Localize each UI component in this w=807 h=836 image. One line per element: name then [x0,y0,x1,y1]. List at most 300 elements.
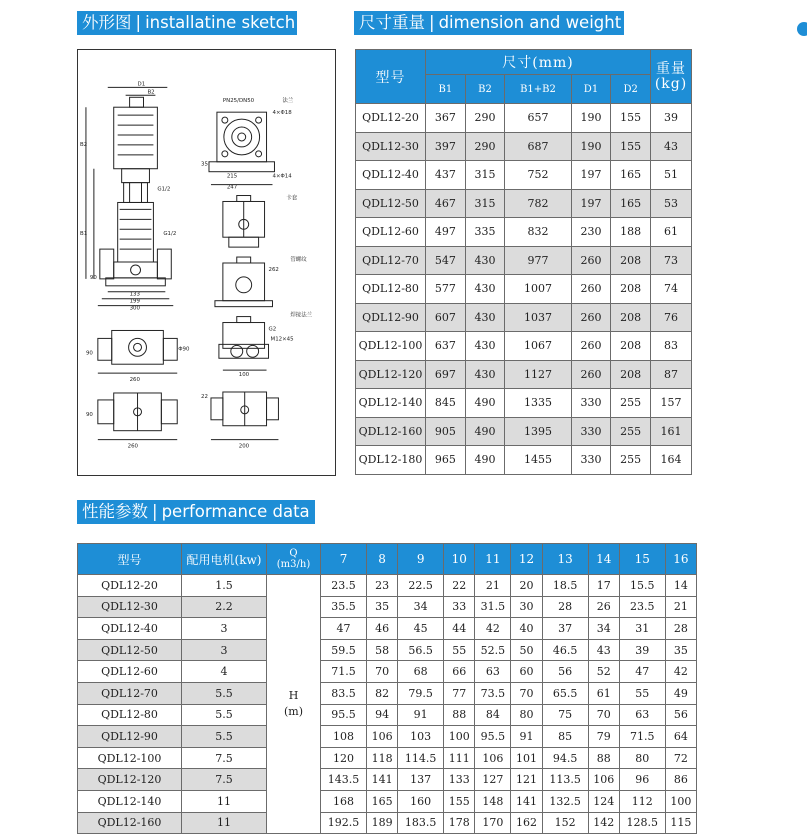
perf-head-value-cell: 50 [511,639,542,661]
dim-value-cell: 1395 [505,417,571,446]
sketch-label: G1/2 [157,186,171,193]
perf-head-value-cell: 30 [511,596,542,618]
perf-head-value-cell: 114.5 [398,747,444,769]
dim-table-row [356,246,692,275]
dim-value-cell: 255 [611,417,651,446]
dim-value-cell: 87 [651,360,692,389]
sketch-header-cn: 外形图 [82,13,132,32]
perf-head-value-cell: 49 [665,682,696,704]
dim-model-cell: QDL12-120 [356,360,426,389]
dimension-header-cn: 尺寸重量 [359,13,425,32]
perf-head-value-cell: 189 [367,812,398,834]
dim-value-cell: 687 [505,132,571,161]
perf-head-value-cell: 55 [444,639,475,661]
perf-head-value-cell: 43 [588,639,619,661]
dim-weight-header: 重量 (kg) [651,50,692,104]
perf-head-value-cell: 42 [665,661,696,683]
dim-value-cell: 315 [465,189,505,218]
perf-head-value-cell: 35 [367,596,398,618]
dim-value-cell: 315 [465,161,505,190]
dimension-header-en: dimension and weight [438,13,622,32]
perf-head-value-cell: 121 [511,769,542,791]
perf-head-value-cell: 115 [665,812,696,834]
dim-value-cell: 260 [571,332,611,361]
perf-flow-header: 15 [619,544,665,575]
dim-value-cell: 367 [426,104,466,133]
perf-head-value-cell: 47 [321,618,367,640]
dim-model-cell: QDL12-60 [356,218,426,247]
perf-table-row [78,704,697,726]
perf-model-cell: QDL12-140 [78,790,182,812]
dim-value-cell: 1037 [505,303,571,332]
dim-value-cell: 430 [465,275,505,304]
sketch-label: 247 [226,184,238,191]
perf-head-value-cell: 65.5 [542,682,588,704]
perf-head-value-cell: 44 [444,618,475,640]
perf-head-value-cell: 106 [588,769,619,791]
dim-value-cell: 208 [611,303,651,332]
dim-value-cell: 197 [571,189,611,218]
perf-head-value-cell: 22 [444,575,475,597]
dim-value-cell: 190 [571,132,611,161]
dim-value-cell: 1335 [505,389,571,418]
dim-value-cell: 83 [651,332,692,361]
dim-value-cell: 165 [611,161,651,190]
performance-table [77,543,697,834]
dim-value-cell: 637 [426,332,466,361]
perf-head-value-cell: 23 [367,575,398,597]
dim-table-row [356,389,692,418]
sketch-label: B2 [147,89,155,96]
perf-head-value-cell: 91 [398,704,444,726]
dim-value-cell: 1067 [505,332,571,361]
perf-head-value-cell: 141 [511,790,542,812]
perf-motor-cell: 7.5 [182,747,267,769]
perf-head-value-cell: 52 [588,661,619,683]
dimension-table [355,49,692,475]
perf-head-value-cell: 152 [542,812,588,834]
perf-model-cell: QDL12-80 [78,704,182,726]
perf-table-row [78,747,697,769]
perf-head-value-cell: 21 [475,575,511,597]
perf-head-value-cell: 94 [367,704,398,726]
dim-value-cell: 164 [651,446,692,475]
dim-value-cell: 467 [426,189,466,218]
sketch-label: 100 [238,372,250,379]
perf-head-value-cell: 75 [542,704,588,726]
perf-table-row [78,769,697,791]
sketch-label: 199 [129,298,140,305]
dim-value-cell: 1455 [505,446,571,475]
perf-head-value-cell: 94.5 [542,747,588,769]
side-tab-icon[interactable] [797,22,807,36]
perf-head-value-cell: 42 [475,618,511,640]
dim-value-cell: 188 [611,218,651,247]
dim-value-cell: 190 [571,104,611,133]
perf-head-value-cell: 137 [398,769,444,791]
dim-subheader-0: B1 [426,75,466,104]
dim-value-cell: 330 [571,389,611,418]
perf-head-value-cell: 55 [619,682,665,704]
perf-head-value-cell: 170 [475,812,511,834]
perf-head-value-cell: 63 [619,704,665,726]
perf-head-value-cell: 72 [665,747,696,769]
perf-table-row [78,661,697,683]
dim-table-row [356,275,692,304]
dim-value-cell: 197 [571,161,611,190]
perf-head-value-cell: 70 [588,704,619,726]
perf-head-value-cell: 142 [588,812,619,834]
sketch-label: PN25/DN50 [222,98,255,105]
perf-head-value-cell: 100 [444,726,475,748]
perf-head-value-cell: 128.5 [619,812,665,834]
dim-table-row [356,161,692,190]
perf-head-value-cell: 40 [511,618,542,640]
dim-subheader-3: D1 [571,75,611,104]
sketch-label: 22 [201,393,208,400]
perf-flow-header: 9 [398,544,444,575]
sketch-label: 法兰 [282,98,294,105]
sketch-label: 260 [129,377,140,384]
perf-q-header: Q (m3/h) [267,544,321,575]
perf-head-value-cell: 80 [511,704,542,726]
perf-flow-header: 13 [542,544,588,575]
dim-value-cell: 905 [426,417,466,446]
dim-subheader-1: B2 [465,75,505,104]
perf-head-value-cell: 77 [444,682,475,704]
perf-head-value-cell: 22.5 [398,575,444,597]
perf-head-value-cell: 31.5 [475,596,511,618]
dim-value-cell: 260 [571,303,611,332]
perf-head-value-cell: 61 [588,682,619,704]
dim-model-cell: QDL12-100 [356,332,426,361]
perf-head-value-cell: 34 [588,618,619,640]
perf-flow-header: 14 [588,544,619,575]
perf-table-row [78,726,697,748]
dim-value-cell: 73 [651,246,692,275]
perf-model-cell: QDL12-70 [78,682,182,704]
perf-head-value-cell: 47 [619,661,665,683]
perf-head-value-cell: 68 [398,661,444,683]
dim-table-row [356,218,692,247]
dim-value-cell: 430 [465,303,505,332]
perf-head-value-cell: 160 [398,790,444,812]
sketch-label: 90 [89,274,97,281]
perf-model-cell: QDL12-90 [78,726,182,748]
sketch-label: 90 [85,411,93,418]
perf-head-value-cell: 112 [619,790,665,812]
dim-value-cell: 230 [571,218,611,247]
perf-head-value-cell: 64 [665,726,696,748]
dim-value-cell: 208 [611,360,651,389]
performance-header-en: performance data [161,502,310,521]
dim-value-cell: 965 [426,446,466,475]
sketch-label: 260 [127,443,139,450]
perf-head-value-cell: 21 [665,596,696,618]
perf-head-value-cell: 141 [367,769,398,791]
dim-table-row [356,303,692,332]
perf-head-value-cell: 95.5 [475,726,511,748]
dim-value-cell: 260 [571,360,611,389]
dim-value-cell: 330 [571,417,611,446]
dim-value-cell: 782 [505,189,571,218]
dim-model-cell: QDL12-80 [356,275,426,304]
sketch-label: Φ90 [178,346,190,353]
dim-value-cell: 1007 [505,275,571,304]
perf-head-value-cell: 108 [321,726,367,748]
perf-flow-header: 12 [511,544,542,575]
dim-value-cell: 157 [651,389,692,418]
perf-head-value-cell: 52.5 [475,639,511,661]
installation-sketch [77,49,336,476]
perf-flow-header: 11 [475,544,511,575]
dim-model-cell: QDL12-70 [356,246,426,275]
perf-model-cell: QDL12-120 [78,769,182,791]
perf-head-value-cell: 56 [665,704,696,726]
perf-motor-cell: 11 [182,812,267,834]
perf-head-value-cell: 162 [511,812,542,834]
perf-head-value-cell: 106 [367,726,398,748]
sketch-label: 管螺纹 [290,257,307,264]
perf-motor-cell: 3 [182,639,267,661]
dim-value-cell: 430 [465,246,505,275]
perf-head-value-cell: 132.5 [542,790,588,812]
dim-value-cell: 607 [426,303,466,332]
perf-head-value-cell: 79 [588,726,619,748]
dim-model-cell: QDL12-160 [356,417,426,446]
perf-head-value-cell: 14 [665,575,696,597]
perf-head-value-cell: 83.5 [321,682,367,704]
dim-value-cell: 397 [426,132,466,161]
perf-head-value-cell: 70 [511,682,542,704]
perf-head-value-cell: 17 [588,575,619,597]
perf-head-value-cell: 28 [665,618,696,640]
perf-head-value-cell: 71.5 [619,726,665,748]
perf-motor-cell: 5.5 [182,682,267,704]
perf-head-value-cell: 127 [475,769,511,791]
dim-value-cell: 697 [426,360,466,389]
dim-value-cell: 290 [465,104,505,133]
dim-table-row [356,104,692,133]
dim-value-cell: 335 [465,218,505,247]
perf-head-value-cell: 26 [588,596,619,618]
perf-head-value-cell: 56 [542,661,588,683]
dim-model-cell: QDL12-20 [356,104,426,133]
perf-head-value-cell: 46 [367,618,398,640]
perf-motor-cell: 4 [182,661,267,683]
perf-table-row [78,682,697,704]
sketch-label: M12×45 [270,336,294,343]
dim-value-cell: 208 [611,275,651,304]
dim-table-row [356,417,692,446]
perf-head-value-cell: 96 [619,769,665,791]
dim-size-header: 尺寸(mm) [426,50,651,75]
dim-value-cell: 255 [611,446,651,475]
perf-head-value-cell: 82 [367,682,398,704]
perf-head-value-cell: 95.5 [321,704,367,726]
perf-motor-cell: 5.5 [182,726,267,748]
perf-head-value-cell: 85 [542,726,588,748]
perf-head-value-cell: 183.5 [398,812,444,834]
perf-flow-header: 16 [665,544,696,575]
performance-section-header: 性能参数 | performance data [77,500,315,524]
dim-value-cell: 845 [426,389,466,418]
perf-head-value-cell: 73.5 [475,682,511,704]
perf-head-value-cell: 148 [475,790,511,812]
dim-model-cell: QDL12-180 [356,446,426,475]
perf-head-value-cell: 143.5 [321,769,367,791]
dim-value-cell: 490 [465,417,505,446]
dim-value-cell: 76 [651,303,692,332]
sketch-label: B1 [79,231,88,238]
perf-model-cell: QDL12-40 [78,618,182,640]
perf-head-value-cell: 80 [619,747,665,769]
perf-head-value-cell: 39 [619,639,665,661]
perf-head-value-cell: 58 [367,639,398,661]
perf-head-value-cell: 46.5 [542,639,588,661]
perf-head-value-cell: 35.5 [321,596,367,618]
dim-value-cell: 430 [465,332,505,361]
perf-head-value-cell: 15.5 [619,575,665,597]
sketch-label: 焊接法兰 [290,312,313,319]
perf-head-value-cell: 28 [542,596,588,618]
perf-head-value-cell: 88 [588,747,619,769]
sketch-label: 90 [85,350,93,357]
perf-head-value-cell: 35 [665,639,696,661]
perf-model-cell: QDL12-60 [78,661,182,683]
perf-motor-cell: 3 [182,618,267,640]
sketch-label: 35 [201,161,208,168]
perf-flow-header: 10 [444,544,475,575]
dim-model-cell: QDL12-30 [356,132,426,161]
dim-model-cell: QDL12-140 [356,389,426,418]
perf-head-value-cell: 66 [444,661,475,683]
dim-value-cell: 208 [611,332,651,361]
perf-head-value-cell: 120 [321,747,367,769]
perf-head-value-cell: 70 [367,661,398,683]
dim-value-cell: 260 [571,246,611,275]
sketch-label: 卡套 [286,195,298,202]
dim-value-cell: 977 [505,246,571,275]
dim-model-cell: QDL12-40 [356,161,426,190]
perf-head-value-cell: 56.5 [398,639,444,661]
perf-model-cell: QDL12-160 [78,812,182,834]
sketch-label: G2 [268,326,277,333]
pump-drawing [78,50,335,475]
perf-head-value-cell: 34 [398,596,444,618]
perf-model-header: 型号 [78,544,182,575]
dim-table-row [356,332,692,361]
perf-head-value-cell: 178 [444,812,475,834]
perf-head-value-cell: 84 [475,704,511,726]
dim-model-cell: QDL12-50 [356,189,426,218]
perf-head-value-cell: 20 [511,575,542,597]
performance-header-cn: 性能参数 [82,502,148,521]
perf-flow-header: 7 [321,544,367,575]
perf-head-value-cell: 165 [367,790,398,812]
dim-table-row [356,446,692,475]
dim-value-cell: 155 [611,104,651,133]
dim-value-cell: 165 [611,189,651,218]
perf-head-value-cell: 71.5 [321,661,367,683]
sketch-label: 4×Φ18 [272,110,292,117]
dim-value-cell: 155 [611,132,651,161]
dim-value-cell: 330 [571,446,611,475]
perf-head-value-cell: 63 [475,661,511,683]
dim-value-cell: 53 [651,189,692,218]
sketch-label: 215 [226,173,238,180]
perf-head-value-cell: 91 [511,726,542,748]
sketch-label: 133 [129,291,140,298]
dim-model-cell: QDL12-90 [356,303,426,332]
dim-value-cell: 752 [505,161,571,190]
dim-value-cell: 51 [651,161,692,190]
perf-model-cell: QDL12-100 [78,747,182,769]
dim-value-cell: 490 [465,389,505,418]
dim-value-cell: 430 [465,360,505,389]
perf-flow-header: 8 [367,544,398,575]
dim-value-cell: 490 [465,446,505,475]
dim-subheader-2: B1+B2 [505,75,571,104]
perf-motor-cell: 2.2 [182,596,267,618]
sketch-section-header: 外形图 | installatine sketch [77,11,297,35]
perf-head-value-cell: 88 [444,704,475,726]
perf-head-value-cell: 106 [475,747,511,769]
dim-value-cell: 74 [651,275,692,304]
dim-model-header: 型号 [356,50,426,104]
dim-value-cell: 657 [505,104,571,133]
perf-head-value-cell: 192.5 [321,812,367,834]
perf-head-value-cell: 31 [619,618,665,640]
perf-head-value-cell: 113.5 [542,769,588,791]
sketch-label: 262 [268,266,279,273]
dim-table-row [356,189,692,218]
dim-table-row [356,132,692,161]
dim-value-cell: 437 [426,161,466,190]
dim-value-cell: 547 [426,246,466,275]
perf-head-value-cell: 18.5 [542,575,588,597]
perf-model-cell: QDL12-50 [78,639,182,661]
dim-value-cell: 1127 [505,360,571,389]
dim-value-cell: 61 [651,218,692,247]
sketch-label: G1/2 [163,231,177,238]
perf-motor-cell: 11 [182,790,267,812]
perf-head-value-cell: 23.5 [619,596,665,618]
perf-head-value-cell: 124 [588,790,619,812]
perf-head-value-cell: 133 [444,769,475,791]
perf-head-value-cell: 23.5 [321,575,367,597]
perf-head-value-cell: 86 [665,769,696,791]
perf-table-row [78,812,697,834]
perf-head-value-cell: 45 [398,618,444,640]
sketch-label: 4×Φ14 [272,173,292,180]
perf-table-row [78,790,697,812]
dim-value-cell: 161 [651,417,692,446]
dim-table-row [356,360,692,389]
dim-value-cell: 497 [426,218,466,247]
dim-value-cell: 260 [571,275,611,304]
perf-head-value-cell: 60 [511,661,542,683]
perf-motor-header: 配用电机(kw) [182,544,267,575]
dim-value-cell: 39 [651,104,692,133]
perf-head-value-cell: 103 [398,726,444,748]
perf-h-label: H (m) [267,575,321,834]
perf-head-value-cell: 168 [321,790,367,812]
dim-value-cell: 290 [465,132,505,161]
sketch-header-en: installatine sketch [145,13,296,32]
perf-head-value-cell: 111 [444,747,475,769]
perf-model-cell: QDL12-30 [78,596,182,618]
